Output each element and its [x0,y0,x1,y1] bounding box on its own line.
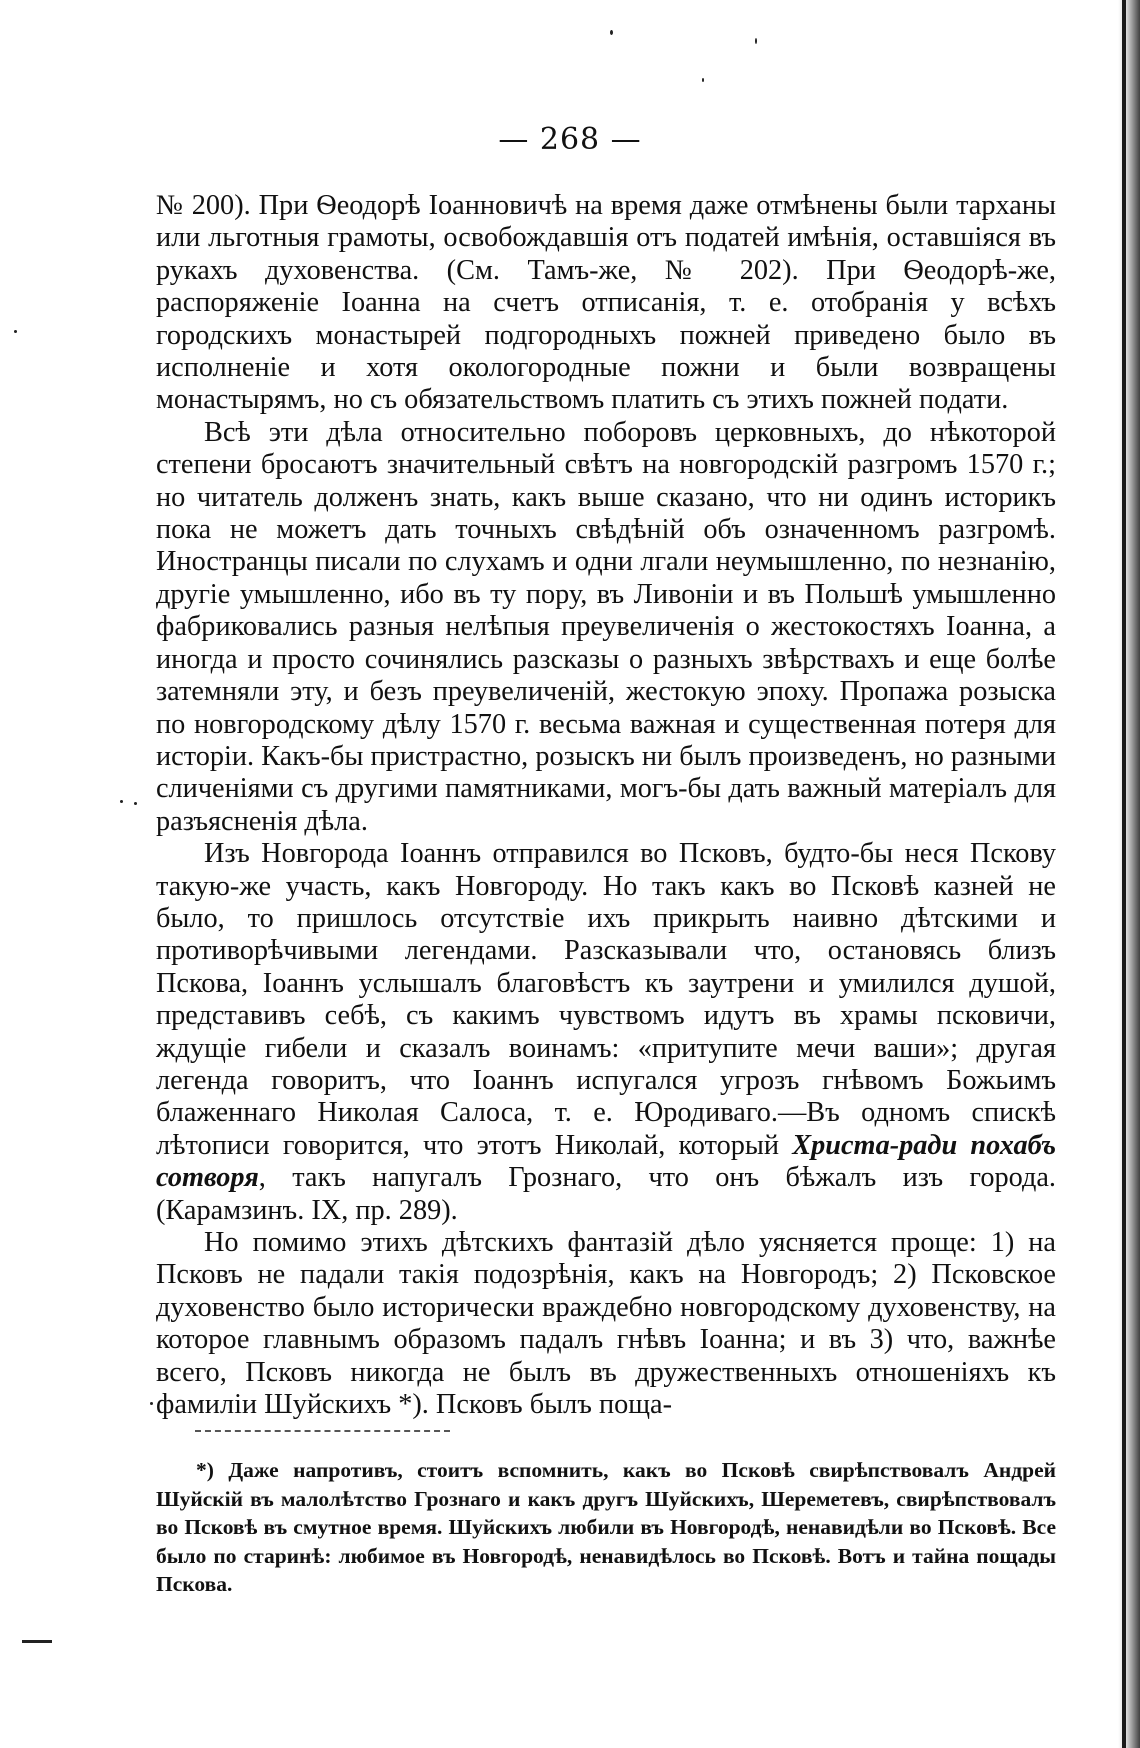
scan-speck [120,800,123,803]
scan-speck [150,1402,153,1405]
paragraph-4 [156,1227,1056,1421]
page-number: — 268 — [498,122,642,157]
page-edge-line [1122,0,1126,1748]
paragraph-2-text: Всѣ эти дѣла относительно поборовъ церковныхъ, до нѣкоторой степени бросаютъ значительный свѣтъ на новгородскій разгромъ 1570 г.; но читатель долженъ знать, какъ выше сказано, что ни одинъ историкъ пока не можетъ дать точныхъ свѣдѣній объ означенномъ разгромѣ. Иностранцы писали по слухамъ и одни лгали неумышленно, по незнанію, другіе умышленно, ибо въ ту пору, въ Ливоніи и въ Польшѣ умышленно фабриковались разныя нелѣпыя преувеличенія о жестокостяхъ Іоанна, а иногда и просто сочинялись разсказы о разныхъ звѣрствахъ и еще болѣе затемняли эту, и безъ преувеличеній, жестокую эпоху. Пропажа розыска по новгородскому дѣлу 1570 г. весьма важная и существенная потеря для исторіи. Какъ-бы пристрастно, розыскъ ни былъ произведенъ, но разными сличеніями съ другими памятниками, могъ-бы дать важный матеріалъ для разъясненія дѣла. [156,416,1056,837]
scan-speck [702,78,704,82]
paragraph-3-emphasis: Христа-ради похабъ сотворя [156,1129,1056,1194]
paragraph-1-text: № 200). При Ѳеодорѣ Іоанновичѣ на время даже отмѣнены были тарханы или льготныя грамоты, освобождавшія отъ податей имѣнія, оставшіяся въ рукахъ духовенства. (См. Тамъ-же, № 202). При Ѳеодорѣ-же, распоряженіе Іоанна на счетъ отписанія, т. е. отобранія у всѣхъ городскихъ монастырей подгородныхъ пожней приведено было въ исполненіе и хотя окологородные пожни и были возвращены монастырямъ, но съ обязательствомъ платить съ этихъ пожней подати. [156,190,1056,416]
scan-speck [610,30,613,35]
paragraph-2 [156,417,1056,838]
paragraph-1 [156,190,1056,417]
footnote-divider [195,1430,450,1432]
footnote: *) Даже напротивъ, стоитъ вспомнить, какъ во Псковѣ свирѣпствовалъ Андрей Шуйскій въ малолѣтство Грознаго и какъ другъ Шуйскихъ, Шереметевъ, свирѣпствовалъ во Псковѣ въ смутное время. Шуйскихъ любили въ Новгородѣ, ненавидѣли во Псковѣ. Все было по старинѣ: любимое въ Новгородѣ, ненавидѣлось во Псковѣ. Вотъ и тайна пощады Пскова. [156,1458,1056,1596]
paragraph-3-text-b: , такъ напугалъ Грознаго, что онъ бѣжалъ изъ города. (Карамзинъ. IX, пр. 289). [156,1162,1056,1226]
paragraph-3 [156,838,1056,1227]
scan-mark [22,1640,52,1643]
scan-speck [755,38,757,44]
paragraph-4-text: Но помимо этихъ дѣтскихъ фантазій дѣло уясняется проще: 1) на Псковъ не падали такія подозрѣнія, какъ на Новгородъ; 2) Псковское духовенство было исторически враждебно новгородскому духовенству, на которое главнымъ образомъ падалъ гнѣвъ Іоанна; и въ 3) что, важнѣе всего, Псковъ никогда не былъ въ дружественныхъ отношеніяхъ къ фамиліи Шуйскихъ *). Псковъ былъ поща- [156,1227,1056,1421]
main-text [156,190,1056,1421]
paragraph-3-text-a: Изъ Новгорода Іоаннъ отправился во Псковъ, будто-бы неся Пскову такую-же участь, какъ Новгороду. Но такъ какъ во Псковѣ казней не было, то пришлось отсутствіе ихъ прикрыть наивно дѣтскими и противорѣчивыми легендами. Разсказывали что, остановясь близъ Пскова, Іоаннъ услышалъ благовѣстъ къ заутрени и умилился душой, представивъ себѣ, съ какимъ чувствомъ идутъ въ храмы псковичи, ждущіе гибели и сказалъ воинамъ: «притупите мечи ваши»; другая легенда говоритъ, что Іоаннъ испугался угрозъ гнѣвомъ Божьимъ блаженнаго Николая Салоса, т. е. Юродиваго.—Въ одномъ спискѣ лѣтописи говорится, что этотъ Николай, который [156,838,1056,1161]
scan-speck [134,802,137,805]
scan-speck [14,330,17,333]
